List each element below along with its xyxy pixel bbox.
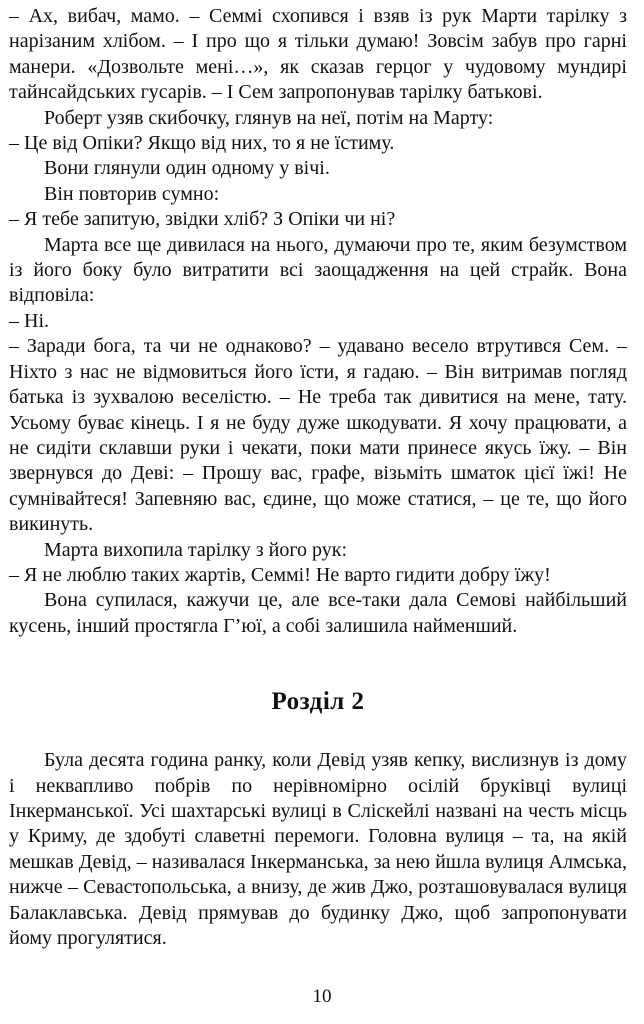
paragraph: – Заради бога, та чи не однаково? – удавано весело втрутився Сем. – Ніхто з нас не відмовиться його їсти, я гадаю. – Він витримав погляд батька із зухвалою веселістю. – Не треба так дивитися на мене, тату. Усьому буває кінець. І я не буду дуже шкодувати. Я хочу працювати, а не сидіти склавши руки і чекати, поки мати принесе якусь їжу. – Він звернувся до Деві: – Прошу вас, графе, візьміть шматок цієї їжі! Не сумнівайтеся! Запевняю вас, єдине, що може статися, – це те, що його викинуть. <box>9 335 627 536</box>
chapter-heading: Розділ 2 <box>271 688 365 716</box>
paragraph: – Ах, вибач, мамо. – Семмі схопився і взяв із рук Марти тарілку з нарізаним хлібом. – І про що я тільки думаю! Зовсім забув про гарні манери. «Дозвольте мені…», як сказав герцог у чудовому мундирі тайнсайдських гусарів. – І Сем запропонував тарілку батькові. <box>9 5 627 104</box>
paragraph: – Ні. <box>9 309 49 332</box>
paragraph: Марта вихопила тарілку з його рук: <box>44 538 348 561</box>
book-page <box>9 4 627 951</box>
paragraph: Вони глянули один одному у вічі. <box>44 157 330 180</box>
paragraph: – Я не люблю таких жартів, Семмі! Не варто гидити добру їжу! <box>9 563 551 586</box>
paragraph: – Це від Опіки? Якщо від них, то я не їстиму. <box>9 132 395 155</box>
paragraph: Була десята година ранку, коли Девід узяв кепку, вислизнув із дому і неквапливо побрів по нерівномірно осілій бруківці вулиці Інкерманської. Усі шахтарські вулиці в Слiскейлі названі на честь місць у Криму, де здобуті славетні перемоги. Головна вулиця – та, на якій мешкав Девід, – називалася Інкерманська, за нею йшла вулиця Алмська, нижче – Севастопольська, а внизу, де жив Джо, розташовувалася вулиця Балаклавська. Девід прямував до будинку Джо, щоб запропонувати йому прогулятися. <box>9 749 627 949</box>
paragraph: Вона супилася, кажучи це, але все-таки дала Семові найбільший кусень, інший простягла Г’юї, а собі залишила найменший. <box>9 589 627 637</box>
paragraph: Він повторив сумно: <box>44 182 220 205</box>
paragraph: Марта все ще дивилася на нього, думаючи про те, яким безумством із його боку було витратити всі заощадження на цей страйк. Вона відповіла: <box>9 233 627 307</box>
paragraph: – Я тебе запитую, звідки хліб? З Опіки чи ні? <box>9 208 396 231</box>
page-number: 10 <box>312 986 332 1007</box>
paragraph: Роберт узяв скибочку, глянув на неї, потім на Марту: <box>44 106 494 129</box>
text-block-before-chapter <box>9 4 627 639</box>
text-block-after-chapter <box>9 748 627 951</box>
